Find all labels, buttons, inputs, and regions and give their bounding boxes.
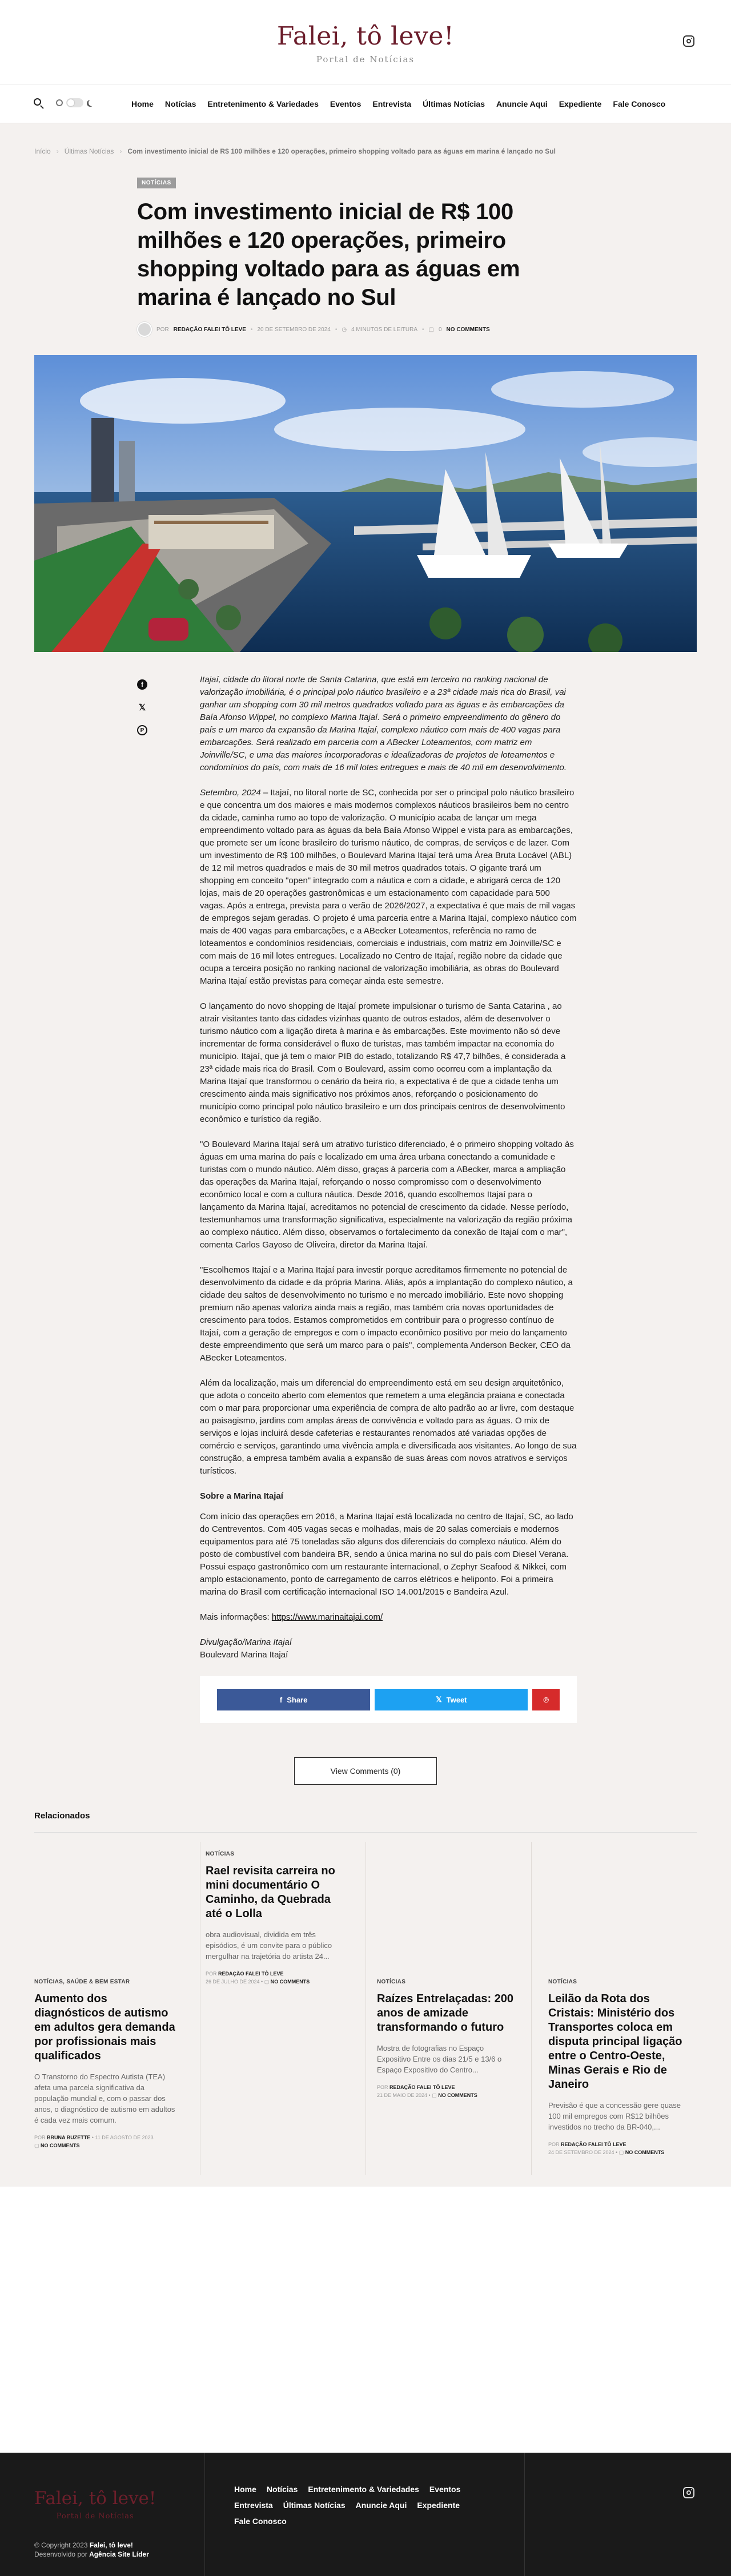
site-logo[interactable] bbox=[0, 22, 731, 65]
footer-item-entrevista[interactable]: Entrevista bbox=[234, 2501, 273, 2510]
pinterest-share-button[interactable] bbox=[532, 1689, 560, 1710]
meta-separator: • bbox=[422, 326, 424, 333]
breadcrumb bbox=[34, 147, 731, 155]
instagram-icon[interactable] bbox=[683, 2487, 694, 2498]
copyright-text: © Copyright 2023 bbox=[34, 2541, 88, 2549]
related-meta: POR REDAÇÃO FALEI TÔ LEVE 26 DE JULHO DE 2024 • ▢ NO COMMENTS bbox=[206, 1971, 310, 1985]
related-comments[interactable]: NO COMMENTS bbox=[625, 2150, 665, 2155]
dateline: Setembro, 2024 bbox=[200, 788, 261, 798]
related-date: 24 DE SETEMBRO DE 2024 bbox=[548, 2150, 614, 2155]
developer-link[interactable]: Agência Site Líder bbox=[89, 2550, 149, 2558]
footer-item-expediente[interactable]: Expediente bbox=[417, 2501, 460, 2510]
footer-item-noticias[interactable]: Notícias bbox=[266, 2485, 298, 2494]
footer-divider bbox=[204, 2453, 205, 2576]
related-meta: POR REDAÇÃO FALEI TÔ LEVE 21 DE MAIO DE 2024 • ▢ NO COMMENTS bbox=[377, 2084, 477, 2098]
related-category[interactable]: NOTÍCIAS bbox=[548, 1979, 577, 1985]
featured-image bbox=[34, 355, 697, 652]
related-comments[interactable]: NO COMMENTS bbox=[41, 2143, 80, 2148]
related-author[interactable]: REDAÇÃO FALEI TÔ LEVE bbox=[561, 2142, 626, 2147]
related-comments[interactable]: NO COMMENTS bbox=[438, 2092, 477, 2098]
article-title: Com investimento inicial de R$ 100 milhões e 120 operações, primeiro shopping voltado para as águas em marina é lançado no Sul bbox=[137, 199, 520, 310]
image-credit bbox=[200, 1636, 577, 1661]
moon-icon bbox=[89, 99, 95, 106]
article-meta bbox=[137, 322, 571, 337]
site-footer bbox=[0, 2453, 731, 2576]
article-body-wrap bbox=[0, 674, 731, 1785]
related-author[interactable]: REDAÇÃO FALEI TÔ LEVE bbox=[389, 2084, 455, 2090]
category-badge[interactable]: NOTÍCIAS bbox=[137, 178, 176, 188]
article-paragraph: "Escolhemos Itajaí e a Marina Itajaí para investir porque acreditamos firmemente no potencial de desenvolvimento da cidade e da própria Marina. Aliás, após a implantação do complexo náutico, a cidade deu saltos de desenvolvimento no turismo e no mercado imobiliário. Este novo shopping premium não apenas valoriza ainda mais a região, mas também cria novas oportunidades de crescimento para todos. Estamos comprometidos em contribuir para o progresso contínuo de Itajaí, com a geração de empregos e com o impacto econômico positivo por meio do lançamento deste empreendimento que será um marco para o país", complementa Anderson Becker, CEO da ABecker Loteamentos. bbox=[200, 1265, 573, 1363]
related-card[interactable] bbox=[377, 1979, 519, 2099]
article-paragraph: O lançamento do novo shopping de Itajaí promete impulsionar o turismo de Santa Catarina , ao atrair visitantes tanto das cidades vizinhas quanto de outros estados, além de desenvolver o turismo náutico com a ligação direta à marina e às embarcações. Este movimento não só deve incrementar de forma considerável o fluxo de turistas, mas também impactar na economia do município. Itajaí, que já tem o maior PIB do estado, totalizando R$ 47,7 bilhões, é considerada a 23ª cidade mais rica do Brasil. Com o Boulevard, assim como ocorreu com a implantação da Marina Itajaí que transformou o cenário da beira rio, a expectativa é de que a cidade tenha um crescimento ainda mais significativo nos próximos anos, reforçando o posicionamento do município como principal polo náutico brasileiro e um dos principais centros de desenvolvimento econômico e turístico da região. bbox=[200, 1001, 566, 1124]
facebook-icon: f bbox=[279, 1695, 283, 1704]
related-author[interactable]: BRUNA BUZETTE bbox=[47, 2135, 91, 2140]
x-twitter-icon[interactable]: 𝕏 bbox=[138, 703, 146, 713]
footer-menu bbox=[234, 2485, 508, 2526]
article-lead: Itajaí, cidade do litoral norte de Santa Catarina, que está em terceiro no ranking nacional de valorização imobiliária, é o principal polo náutico brasileiro e a 23ª cidade mais rica do Brasil, vai ganhar um shopping com 30 mil metros quadrados voltado para as águas e às embarcações da Baía Afonso Wippel, no complexo Marina Itajaí. Será o primeiro empreendimento do gênero do país e um marco da expansão da Marina Itajaí, complexo náutico com mais de 400 vagas para embarcações. Será realizado em parceria com a ABecker Loteamentos, com matriz em Joinville/SC, e uma das maiores incorporadoras e idealizadoras de projetos de loteamentos e condomínios do país, com mais de 16 mil lotes entregues e mais de 40 mil em desenvolvimento. bbox=[200, 675, 567, 772]
marina-render-illustration bbox=[34, 355, 697, 652]
footer-item-fale-conosco[interactable]: Fale Conosco bbox=[234, 2517, 287, 2526]
footer-item-entretenimento[interactable]: Entretenimento & Variedades bbox=[308, 2485, 419, 2494]
related-category[interactable]: NOTÍCIAS bbox=[377, 1979, 406, 1985]
article-paragraph: Com início das operações em 2016, a Marina Itajaí está localizada no centro de Itajaí, SC, ao lado do Centreventos. Com 405 vagas secas e molhadas, mais de 20 salas comerciais e modernos equipamentos para até 75 toneladas são alguns dos diferenciais do complexo náutico. Além do posto de combustível com bandeira BR, sendo a única marina no sul do país com Diesel Verana. Possui espaço gastronômico com um restaurante internacional, o Zephyr Seafood & Nikkei, com amplo estacionamento, ponto de carregamento de carros elétricos e heliponto. Foi a primeira marina do Brasil com certificação internacional ISO 14.001/2015 e Bandeira Azul. bbox=[200, 1512, 573, 1597]
clock-icon: ◷ bbox=[342, 326, 347, 333]
meta-by: POR bbox=[156, 326, 169, 333]
related-card[interactable] bbox=[548, 1979, 690, 2156]
nav-item-eventos[interactable]: Eventos bbox=[330, 99, 362, 108]
related-title[interactable]: Aumento dos diagnósticos de autismo em adultos gera demanda por profissionais mais qualificados bbox=[34, 1993, 175, 2062]
related-author[interactable]: REDAÇÃO FALEI TÔ LEVE bbox=[218, 1971, 284, 1977]
nav-item-fale-conosco[interactable]: Fale Conosco bbox=[613, 99, 666, 108]
nav-item-anuncie-aqui[interactable]: Anuncie Aqui bbox=[496, 99, 548, 108]
mode-switch[interactable] bbox=[66, 98, 83, 107]
marina-website-link[interactable]: https://www.marinaitajai.com/ bbox=[271, 1612, 383, 1622]
related-title[interactable]: Raízes Entrelaçadas: 200 anos de amizade transformando o futuro bbox=[377, 1993, 514, 2034]
pinterest-icon[interactable]: P bbox=[137, 725, 147, 735]
article-content bbox=[200, 674, 577, 1661]
nav-item-expediente[interactable]: Expediente bbox=[559, 99, 602, 108]
meta-by: POR bbox=[34, 2135, 46, 2140]
more-info-line bbox=[200, 1611, 577, 1624]
footer-item-eventos[interactable]: Eventos bbox=[429, 2485, 461, 2494]
facebook-share-label: Share bbox=[287, 1695, 308, 1704]
copyright-name: Falei, tô leve! bbox=[89, 2541, 133, 2549]
related-meta: POR BRUNA BUZETTE • 11 DE AGOSTO DE 2023 ▢ NO COMMENTS bbox=[34, 2135, 154, 2148]
site-title[interactable]: Falei, tô leve! bbox=[276, 22, 455, 51]
share-box bbox=[200, 1676, 577, 1723]
related-category[interactable]: NOTÍCIAS bbox=[206, 1851, 235, 1857]
breadcrumb-separator: › bbox=[56, 147, 59, 155]
share-rail bbox=[137, 679, 147, 735]
related-meta: POR REDAÇÃO FALEI TÔ LEVE 24 DE SETEMBRO DE 2024 • ▢ NO COMMENTS bbox=[548, 2142, 665, 2155]
article-paragraph: Além da localização, mais um diferencial do empreendimento está em seu design arquitetônico, que adota o conceito aberto com elementos que remetem a uma elegância praiana e conectada com o mar para proporcionar uma experiência de compra de alto padrão ao ar livre, com destaque ao paisagismo, jardins com amplas áreas de convivência e voltado para as águas. O mix de serviços e lojas incluirá desde cafeterias e restaurantes renomados até variadas opções de comércio e serviços, garantindo uma vivência ampla e diversificada aos visitantes. Ao longo de sua construção, a empresa também avalia a expansão de suas áreas com novos atrativos e serviços turísticos. bbox=[200, 1378, 577, 1476]
article-subheading: Sobre a Marina Itajaí bbox=[200, 1491, 283, 1501]
nav-item-entrevista[interactable]: Entrevista bbox=[372, 99, 412, 108]
publish-date: 20 DE SETEMBRO DE 2024 bbox=[257, 326, 331, 333]
footer-item-home[interactable]: Home bbox=[234, 2485, 256, 2494]
meta-by: POR bbox=[377, 2084, 388, 2090]
nav-menu bbox=[131, 84, 665, 123]
nav-item-ultimas-noticias[interactable]: Últimas Notícias bbox=[423, 99, 485, 108]
related-excerpt: Previsão é que a concessão gere quase 100 mil empregos com R$12 bilhões investidos no trecho da BR-040,... bbox=[548, 2101, 681, 2131]
footer-logo[interactable] bbox=[34, 2488, 156, 2521]
dark-mode-toggle[interactable] bbox=[56, 98, 94, 107]
footer-subtitle: Portal de Notícias bbox=[56, 2512, 134, 2521]
related-section bbox=[0, 1811, 731, 2187]
related-date: 11 DE AGOSTO DE 2023 bbox=[95, 2135, 154, 2140]
author-avatar[interactable] bbox=[137, 322, 152, 337]
article-paragraph: "O Boulevard Marina Itajaí será um atrativo turístico diferenciado, é o primeiro shopping voltado às águas em uma marina do país e localizado em uma área urbana conectando a comunidade e turistas com o mundo náutico. Além disso, graças à parceria com a ABecker, marca a ampliação das operações da Marina Itajaí, reforçando o nosso compromisso com o desenvolvimento econômico local e com a cultura náutica. Desde 2016, quando escolhemos Itajaí para o lançamento da Marina Itajaí, acreditamos no potencial de crescimento da cidade. Nesse período, testemunhamos uma transformação significativa, especialmente na valorização da região próxima ao complexo náutico. Além disso, observamos o fortalecimento da conexão de Itajaí com o mar", comenta Carlos Gayoso de Oliveira, diretor da Marina Itajaí. bbox=[200, 1140, 574, 1250]
footer-item-anuncie-aqui[interactable]: Anuncie Aqui bbox=[355, 2501, 407, 2510]
meta-separator: • bbox=[250, 326, 253, 333]
column-divider bbox=[531, 1842, 532, 2175]
article-area bbox=[0, 123, 731, 2187]
breadcrumb-current: Com investimento inicial de R$ 100 milhões e 120 operações, primeiro shopping voltado para as águas em marina é lançado no Sul bbox=[127, 147, 556, 155]
meta-separator: • bbox=[335, 326, 338, 333]
article-paragraph bbox=[200, 787, 577, 988]
nav-item-noticias[interactable]: Notícias bbox=[164, 99, 196, 108]
developed-by-text: Desenvolvido por bbox=[34, 2550, 87, 2558]
more-info-label: Mais informações: bbox=[200, 1612, 272, 1622]
pinterest-icon: ℗ bbox=[543, 1695, 549, 1704]
search-icon[interactable] bbox=[33, 98, 45, 109]
main-navigation bbox=[0, 84, 731, 123]
x-twitter-icon: 𝕏 bbox=[436, 1695, 442, 1704]
breadcrumb-section[interactable]: Últimas Notícias bbox=[64, 147, 114, 155]
related-grid bbox=[34, 1833, 697, 2187]
related-excerpt: O Transtorno do Espectro Autista (TEA) afeta uma parcela significativa da população mundial e, com o passar dos anos, o diagnóstico de autismo em adultos é cada vez mais comum. bbox=[34, 2072, 175, 2124]
read-time: 4 MINUTOS DE LEITURA bbox=[351, 326, 418, 333]
comments-count: 0 bbox=[438, 326, 442, 333]
meta-by: POR bbox=[206, 1971, 217, 1977]
twitter-share-button[interactable] bbox=[375, 1689, 528, 1710]
instagram-icon[interactable] bbox=[683, 35, 694, 47]
comments-link[interactable]: NO COMMENTS bbox=[446, 326, 490, 333]
related-title[interactable]: Rael revisita carreira no mini documentário O Caminho, da Quebrada até o Lolla bbox=[206, 1865, 335, 1920]
site-subtitle: Portal de Notícias bbox=[316, 54, 415, 65]
footer-title[interactable]: Falei, tô leve! bbox=[34, 2488, 156, 2509]
nav-item-home[interactable]: Home bbox=[131, 99, 154, 108]
credit-line-2: Boulevard Marina Itajaí bbox=[200, 1650, 288, 1660]
twitter-share-label: Tweet bbox=[446, 1695, 467, 1704]
credit-line-1: Divulgação/Marina Itajaí bbox=[200, 1637, 292, 1647]
related-comments[interactable]: NO COMMENTS bbox=[270, 1979, 310, 1985]
breadcrumb-separator: › bbox=[119, 147, 122, 155]
related-date: 21 DE MAIO DE 2024 bbox=[377, 2092, 428, 2098]
article-header bbox=[137, 177, 571, 337]
view-comments-button[interactable]: View Comments (0) bbox=[294, 1757, 437, 1785]
facebook-icon[interactable]: f bbox=[137, 679, 147, 690]
facebook-share-button[interactable] bbox=[217, 1689, 370, 1710]
related-title[interactable]: Leilão da Rota dos Cristais: Ministério dos Transportes coloca em disputa principal ligação entre o Centro-Oeste, Minas Gerais e Rio de Janeiro bbox=[548, 1993, 682, 2091]
related-excerpt: obra audiovisual, dividida em três episódios, é um convite para o público mergulhar na trajetória do artista 24... bbox=[206, 1930, 332, 1961]
author-name[interactable]: REDAÇÃO FALEI TÔ LEVE bbox=[173, 326, 246, 333]
related-date: 26 DE JULHO DE 2024 bbox=[206, 1979, 260, 1985]
related-heading: Relacionados bbox=[34, 1811, 697, 1833]
footer-copyright bbox=[34, 2541, 149, 2559]
related-excerpt: Mostra de fotografias no Espaço Expositivo Entre os dias 21/5 e 13/6 o Espaço Expositivo do Centro... bbox=[377, 2044, 502, 2074]
comment-icon: ▢ bbox=[428, 326, 434, 333]
related-card[interactable] bbox=[34, 1979, 176, 2150]
footer-item-ultimas-noticias[interactable]: Últimas Notícias bbox=[283, 2501, 346, 2510]
paragraph-text: – Itajaí, no litoral norte de SC, conhecida por ser o principal polo náutico brasileiro e que concentra um dos maiores e mais modernos complexos náuticos brasileiros bem no centro da cidade, caminha rumo ao topo de valorização. O município acaba de lançar um mega empreendimento voltado para as águas da bela Baía Afonso Wippel e vista para as embarcações, que promete ser um ícone brasileiro do turismo náutico, de compras, de serviços e de lazer. Com um investimento de R$ 100 milhões, o Boulevard Marina Itajaí terá uma Área Bruta Locável (ABL) de 12 mil metros quadrados e mais de 30 mil metros quadrados totais. O gigante trará um shopping em conceito "open" integrado com a náutica e com a cidade, e abrigará cerca de 120 lojas, mais de 20 operações gastronômicas e um estacionamento com capacidade para 500 vagas. Após a entrega, prevista para o verão de 2026/2027, a expectativa é que mais de mil vagas de empregos sejam geradas. O projeto é uma parceria entre a Marina Itajaí, complexo náutico com mais de 400 vagas para embarcações, e a ABecker Loteamentos, referência no ramo de loteamentos e condomínios residenciais, comerciais e industriais, com matriz em Joinville/SC e com mais de 16 mil lotes entregues. Localizado no Centro de Itajaí, região nobre da cidade que ocupa a terceira posição no ranking nacional de valorização imobiliária, as obras do Boulevard Marina Itajaí estão previstas para começar ainda este semestre. bbox=[200, 788, 577, 986]
meta-by: POR bbox=[548, 2142, 560, 2147]
related-card[interactable] bbox=[206, 1851, 347, 1986]
related-category[interactable]: NOTÍCIAS, SAÚDE & BEM ESTAR bbox=[34, 1979, 130, 1985]
nav-item-entretenimento[interactable]: Entretenimento & Variedades bbox=[207, 99, 319, 108]
sun-icon bbox=[56, 99, 63, 106]
breadcrumb-home[interactable]: Início bbox=[34, 147, 51, 155]
site-header bbox=[0, 0, 731, 84]
footer-divider bbox=[524, 2453, 525, 2576]
